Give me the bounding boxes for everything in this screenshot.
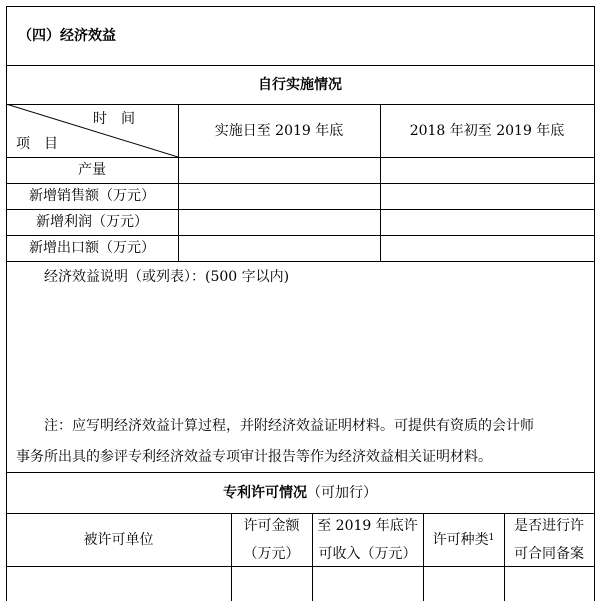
border-top (6, 6, 594, 7)
license-row-type-cell[interactable] (424, 567, 504, 601)
row-label-new-sales: 新增销售额（万元） (29, 188, 155, 204)
explanation-label: 经济效益说明（或列表）：(500 字以内) (44, 269, 290, 285)
license-col-amount-line-1: 许可金额 (243, 518, 300, 534)
license-col-income-line-2: 可收入（万元） (318, 546, 417, 562)
license-col-type: 许可种类$^1$ (432, 532, 495, 548)
cell-exports-2018-2019[interactable] (381, 236, 593, 261)
self-impl-header: 自行实施情况 (258, 77, 342, 93)
license-col-amount-line-2: （万元） (243, 546, 300, 562)
license-row-filed-cell[interactable] (505, 567, 594, 601)
explanation-note-line-1: 注：应写明经济效益计算过程，并附经济效益证明材料。可提供有资质的会计师 (44, 418, 534, 434)
rule-below-section-title (6, 65, 594, 66)
col-header-since-implementation: 实施日至 2019 年底 (214, 123, 344, 139)
section-title: （四）经济效益 (18, 28, 116, 44)
license-col-unit: 被许可单位 (83, 532, 154, 548)
license-row-unit-cell[interactable] (7, 567, 231, 601)
row-label-output: 产量 (78, 162, 106, 178)
license-row-income-cell[interactable] (313, 567, 423, 601)
header-item-label: 项 目 (16, 136, 58, 152)
license-col-filed-line-1: 是否进行许 (514, 518, 584, 534)
border-right (594, 6, 595, 601)
rule-row-4 (6, 261, 594, 262)
col-header-2018-2019: 2018 年初至 2019 年底 (409, 123, 565, 139)
cell-profit-2018-2019[interactable] (381, 210, 593, 235)
cell-output-since-impl[interactable] (179, 158, 379, 183)
cell-exports-since-impl[interactable] (179, 236, 379, 261)
cell-sales-2018-2019[interactable] (381, 184, 593, 209)
rule-below-license-title (6, 513, 594, 514)
cell-sales-since-impl[interactable] (179, 184, 379, 209)
rule-below-explanation (6, 472, 594, 473)
row-label-new-profit: 新增利润（万元） (36, 214, 148, 230)
explanation-note-line-2: 事务所出具的参评专利经济效益专项审计报告等作为经济效益相关证明材料。 (16, 449, 492, 465)
cell-profit-since-impl[interactable] (179, 210, 379, 235)
footnote-marker: 1 (488, 533, 495, 543)
license-col-income-line-1: 至 2019 年底许 (317, 518, 418, 534)
header-time-label: 时 间 (93, 111, 135, 127)
license-col-filed-line-2: 可合同备案 (514, 546, 584, 562)
row-label-new-exports: 新增出口额（万元） (29, 240, 155, 256)
cell-output-2018-2019[interactable] (381, 158, 593, 183)
license-row-amount-cell[interactable] (232, 567, 312, 601)
explanation-text-area[interactable] (7, 290, 594, 410)
license-title: 专利许可情况（可加行） (223, 485, 377, 501)
